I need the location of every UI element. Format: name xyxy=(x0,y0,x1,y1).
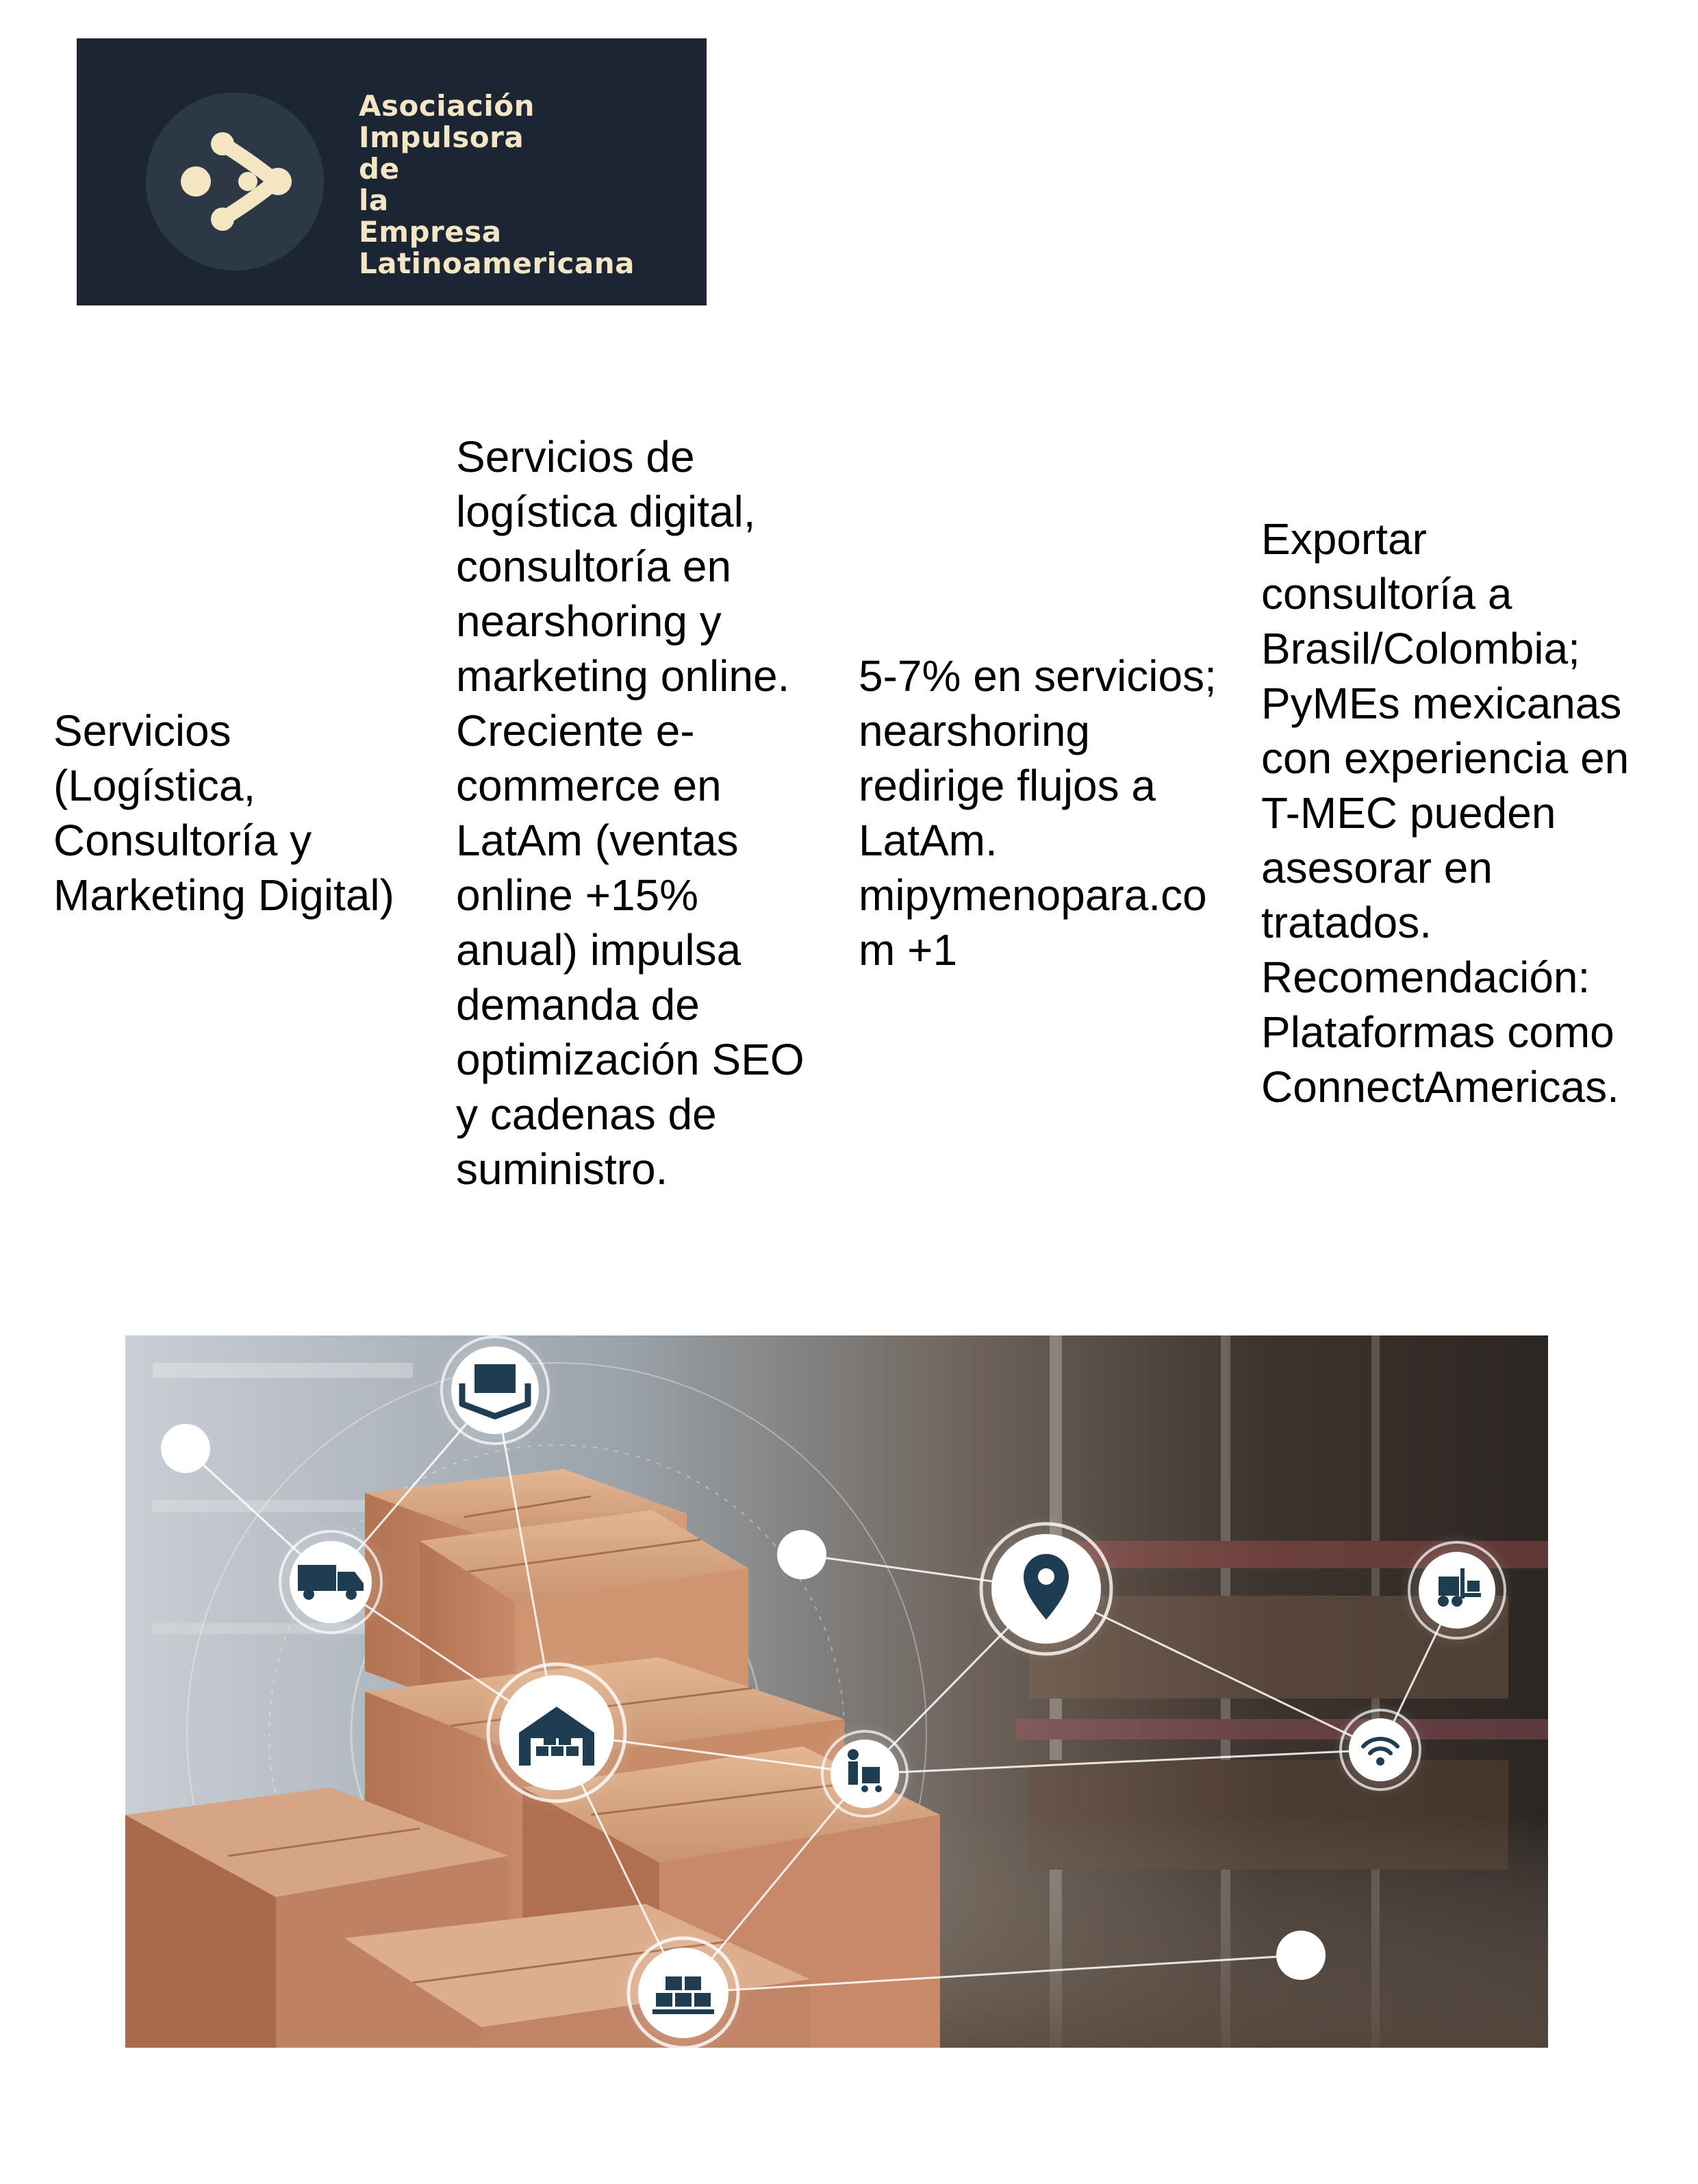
network-arrow-icon xyxy=(144,90,326,273)
opportunity-cell: Exportar consultoría a Brasil/Colombia; PyMEs mexicanas con experiencia en T-MEC pueden asesorar en tratados. Recomendación: Plataformas como ConnectAmericas. xyxy=(1261,514,1630,1112)
location-pin-icon xyxy=(971,1514,1122,1664)
logo-line: Impulsora xyxy=(359,121,524,154)
worker-cart-icon xyxy=(813,1722,916,1825)
logo-line: Empresa xyxy=(359,215,502,249)
growth-cell: 5-7% en servicios; nearshoring redirige flujos a LatAm. mipymenopara.com +1 xyxy=(859,651,1217,975)
logo-wordmark xyxy=(359,90,687,279)
logo-line: de xyxy=(359,152,400,186)
truck-icon xyxy=(269,1520,392,1644)
sector-cell: Servicios (Logística, Consultoría y Marketing Digital) xyxy=(53,706,394,920)
logo-line: Asociación xyxy=(359,89,535,123)
description-cell: Servicios de logística digital, consultoría en nearshoring y marketing online. Creciente e-commerce en LatAm (ventas online +15% anual) impulsa demanda de optimización SEO y cadenas de suministro. xyxy=(456,432,804,1194)
table-row xyxy=(40,419,1656,1207)
warehouse-icon xyxy=(474,1650,639,1815)
wifi-icon xyxy=(1332,1702,1428,1798)
logo-banner xyxy=(77,38,707,305)
logo-line: Latinoamericana xyxy=(359,247,635,280)
logo-line: la xyxy=(359,184,389,217)
warehouse-photo xyxy=(125,1335,1548,2048)
forklift-icon xyxy=(1399,1532,1515,1648)
